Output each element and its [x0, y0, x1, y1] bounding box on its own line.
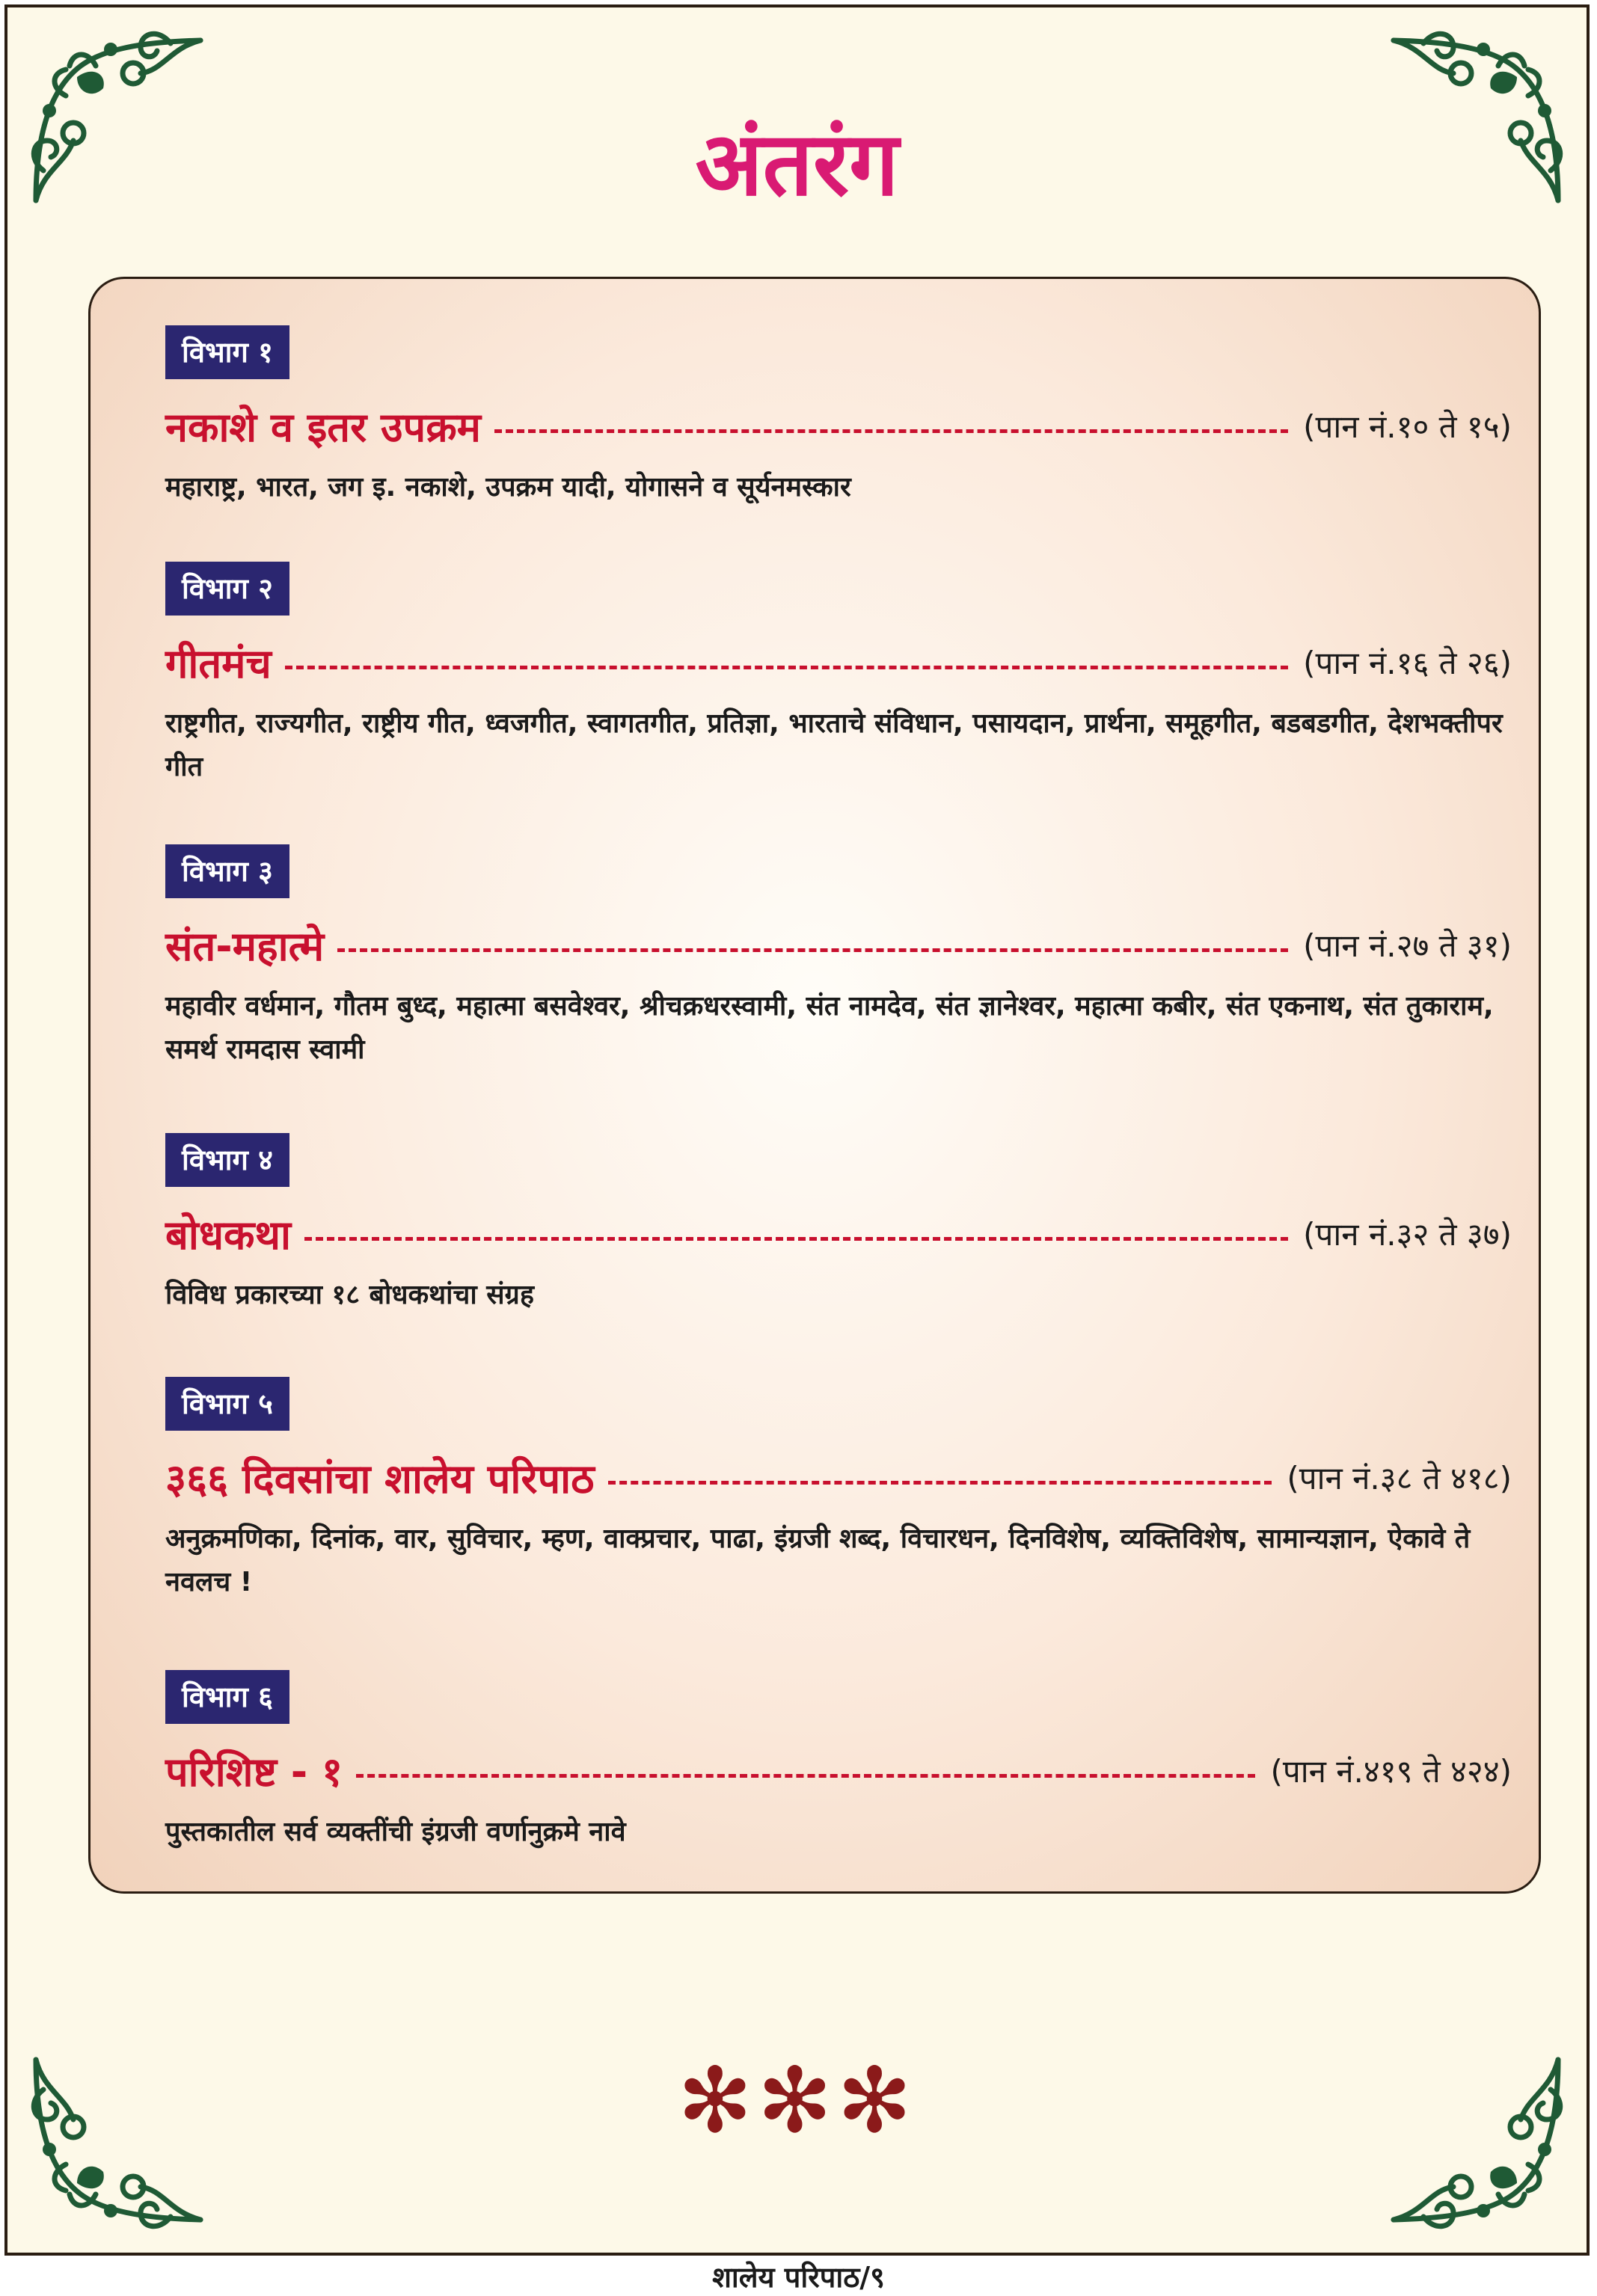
section-heading[interactable]: ३६६ दिवसांचा शालेय परिपाठ: [165, 1455, 595, 1502]
section-heading[interactable]: परिशिष्ट - १: [165, 1749, 343, 1796]
section-4: [165, 1133, 1512, 1317]
section-heading[interactable]: नकाशे व इतर उपक्रम: [165, 404, 481, 451]
section-heading-row: [165, 635, 1512, 689]
leader-dash-line: [285, 666, 1288, 669]
section-description: अनुक्रमणिका, दिनांक, वार, सुविचार, म्हण, वाक्प्रचार, पाढा, इंग्रजी शब्द, विचारधन, दिनविशेष, व्यक्तिविशेष, सामान्यज्ञान, ऐकावे ते नवलच !: [165, 1523, 1471, 1597]
section-badge: विभाग २: [165, 562, 289, 616]
leader-dash-line: [494, 429, 1288, 433]
section-heading[interactable]: बोधकथा: [165, 1212, 291, 1259]
section-2: [165, 562, 1512, 789]
section-badge: विभाग ६: [165, 1670, 289, 1724]
page-range: (पान नं.१६ ते २६): [1303, 644, 1512, 681]
section-badge: विभाग १: [165, 325, 289, 379]
section-description: विविध प्रकारच्या १८ बोधकथांचा संग्रह: [165, 1280, 534, 1310]
section-heading[interactable]: संत-महात्मे: [165, 923, 325, 970]
section-badge: विभाग ५: [165, 1377, 289, 1431]
section-heading[interactable]: गीतमंच: [165, 640, 272, 687]
section-heading-row: [165, 399, 1512, 452]
page-footer: शालेय परिपाठ/९: [712, 2261, 885, 2294]
section-description: महावीर वर्धमान, गौतम बुध्द, महात्मा बसवेश्वर, श्रीचक्रधरस्वामी, संत नामदेव, संत ज्ञानेश्वर, महात्मा कबीर, संत एकनाथ, संत तुकाराम, समर्थ रामदास स्वामी: [165, 991, 1494, 1065]
section-heading-row: [165, 1743, 1512, 1797]
section-3: [165, 844, 1512, 1072]
section-badge: विभाग ३: [165, 844, 289, 898]
section-heading-row: [165, 1450, 1512, 1504]
page-range: (पान नं.४१९ ते ४२४): [1270, 1752, 1512, 1790]
section-heading-row: [165, 918, 1512, 971]
page-range: (पान नं.३८ ते ४१८): [1287, 1459, 1512, 1497]
leader-dash-line: [608, 1481, 1272, 1485]
section-description: राष्ट्रगीत, राज्यगीत, राष्ट्रीय गीत, ध्वजगीत, स्वागतगीत, प्रतिज्ञा, भारताचे संविधान, पसायदान, प्रार्थना, समूहगीत, बडबडगीत, देशभक्तीपर गीत: [165, 708, 1503, 782]
section-heading-row: [165, 1206, 1512, 1260]
section-6: [165, 1670, 1512, 1854]
page-range: (पान नं.२७ ते ३१): [1303, 927, 1512, 964]
section-badge: विभाग ४: [165, 1133, 289, 1187]
section-description: महाराष्ट्र, भारत, जग इ. नकाशे, उपक्रम यादी, योगासने व सूर्यनमस्कार: [165, 472, 851, 503]
page-range: (पान नं.१० ते १५): [1303, 408, 1512, 445]
leader-dash-line: [337, 948, 1288, 952]
leader-dash-line: [304, 1237, 1288, 1241]
flower-ornament-icon: ✻✻✻: [677, 2049, 917, 2153]
section-description: पुस्तकातील सर्व व्यक्तींची इंग्रजी वर्णानुक्रमे नावे: [165, 1817, 626, 1847]
contents-panel: [88, 277, 1541, 1894]
page: [4, 4, 1590, 2256]
page-range: (पान नं.३२ ते ३७): [1303, 1215, 1512, 1253]
leader-dash-line: [356, 1774, 1255, 1778]
section-5: [165, 1377, 1512, 1604]
page-title: अंतरंग: [695, 112, 899, 215]
section-1: [165, 325, 1512, 509]
